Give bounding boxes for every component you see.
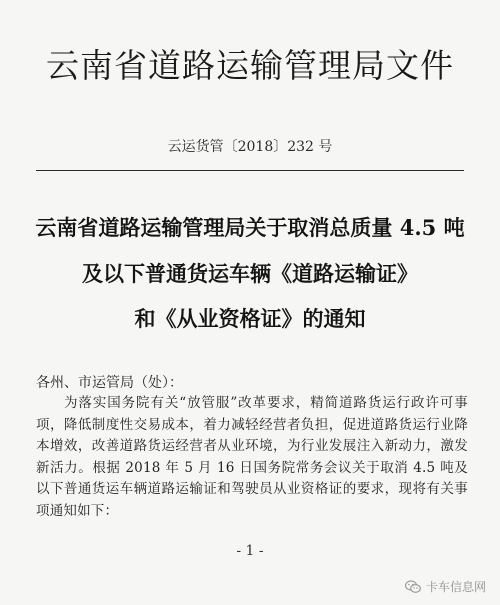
document-number: 云运货管〔2018〕232 号 — [167, 139, 333, 155]
document-title-line-1: 云南省道路运输管理局关于取消总质量 4.5 吨 — [35, 215, 465, 240]
wechat-icon — [405, 580, 421, 594]
body-paragraph: 为落实国务院有关“放管服”改革要求，精简道路货运行政许可事项，降低制度性交易成本，着力减轻经营者负担，促进道路货运行业降本增效，改善道路货运经营者从业环境，为行业发展注入新动力，激发新活力。根据 2018 年 5 月 16 日国务院常务会议关于取消 4.5 吨及以下普通货运车辆道路运输证和驾驶员从业资格证的要求，现将有关事项通知如下： — [36, 395, 468, 519]
salutation: 各州、市运管局（处）： — [36, 375, 183, 391]
document-title-line-3: 和《从业资格证》的通知 — [134, 306, 366, 331]
watermark — [405, 578, 486, 595]
page-number: - 1 - — [236, 543, 264, 559]
watermark-text: 卡车信息网 — [425, 580, 486, 594]
document-title-line-2: 及以下普通货运车辆《道路运输证》 — [82, 261, 418, 286]
document-header-title: 云南省道路运输管理局文件 — [46, 46, 454, 85]
header-divider — [36, 170, 464, 171]
